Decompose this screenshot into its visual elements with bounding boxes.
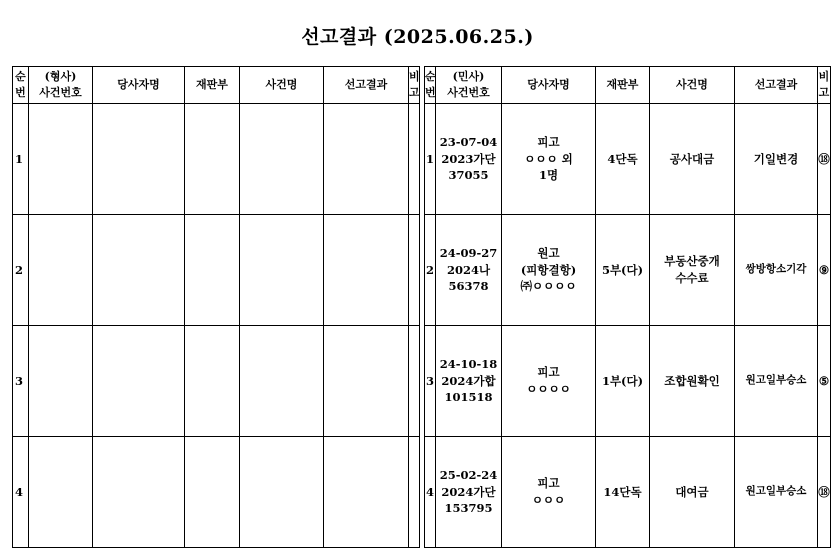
result-cell bbox=[324, 437, 409, 548]
court-cell bbox=[185, 104, 240, 215]
header-court: 재판부 bbox=[185, 67, 240, 104]
header-case-no: (형사) 사건번호 bbox=[29, 67, 93, 104]
party-cell: 피고 ㅇㅇㅇ 외 1명 bbox=[502, 104, 596, 215]
case-name-cell bbox=[240, 104, 324, 215]
case-name-cell bbox=[240, 326, 324, 437]
row-no: 3 bbox=[13, 326, 29, 437]
header-court: 재판부 bbox=[596, 67, 650, 104]
table-row bbox=[425, 215, 831, 326]
header-party: 당사자명 bbox=[93, 67, 185, 104]
case-no-cell bbox=[29, 437, 93, 548]
case-no-cell: 25-02-24 2024가단 153795 bbox=[436, 437, 502, 548]
table-header-row bbox=[425, 67, 831, 104]
header-case-no: (민사) 사건번호 bbox=[436, 67, 502, 104]
result-cell: 원고일부승소 bbox=[735, 326, 818, 437]
row-no: 4 bbox=[13, 437, 29, 548]
result-cell bbox=[324, 326, 409, 437]
result-cell: 기일변경 bbox=[735, 104, 818, 215]
result-cell bbox=[324, 104, 409, 215]
header-no: 순 번 bbox=[425, 67, 436, 104]
case-name-cell: 조합원확인 bbox=[650, 326, 735, 437]
page-title: 선고결과 (2025.06.25.) bbox=[301, 26, 534, 48]
criminal-results-table bbox=[12, 66, 420, 548]
court-cell bbox=[185, 437, 240, 548]
table-row bbox=[425, 326, 831, 437]
table-row bbox=[13, 104, 420, 215]
row-no: 4 bbox=[425, 437, 436, 548]
court-cell: 14단독 bbox=[596, 437, 650, 548]
civil-results-table bbox=[424, 66, 831, 548]
party-cell bbox=[93, 104, 185, 215]
note-cell bbox=[409, 437, 420, 548]
case-name-cell bbox=[240, 437, 324, 548]
header-no: 순 번 bbox=[13, 67, 29, 104]
table-header-row bbox=[13, 67, 420, 104]
row-no: 3 bbox=[425, 326, 436, 437]
table-row bbox=[425, 437, 831, 548]
row-no: 2 bbox=[425, 215, 436, 326]
party-cell bbox=[93, 326, 185, 437]
court-cell: 5부(다) bbox=[596, 215, 650, 326]
court-cell: 4단독 bbox=[596, 104, 650, 215]
result-cell: 원고일부승소 bbox=[735, 437, 818, 548]
table-row bbox=[425, 104, 831, 215]
table-row bbox=[13, 326, 420, 437]
note-cell: ⑱ bbox=[818, 437, 831, 548]
header-party: 당사자명 bbox=[502, 67, 596, 104]
note-cell bbox=[409, 104, 420, 215]
header-result: 선고결과 bbox=[735, 67, 818, 104]
party-cell: 피고 ㅇㅇㅇ bbox=[502, 437, 596, 548]
case-no-cell bbox=[29, 215, 93, 326]
note-cell bbox=[409, 326, 420, 437]
header-note: 비 고 bbox=[409, 67, 420, 104]
row-no: 2 bbox=[13, 215, 29, 326]
note-cell: ⑨ bbox=[818, 215, 831, 326]
header-case-name: 사건명 bbox=[650, 67, 735, 104]
result-cell bbox=[324, 215, 409, 326]
row-no: 1 bbox=[425, 104, 436, 215]
party-cell: 피고 ㅇㅇㅇㅇ bbox=[502, 326, 596, 437]
header-note: 비 고 bbox=[818, 67, 831, 104]
result-cell: 쌍방항소기각 bbox=[735, 215, 818, 326]
case-name-cell: 공사대금 bbox=[650, 104, 735, 215]
party-cell bbox=[93, 215, 185, 326]
note-cell bbox=[409, 215, 420, 326]
court-cell bbox=[185, 326, 240, 437]
case-no-cell: 24-10-18 2024가합 101518 bbox=[436, 326, 502, 437]
header-result: 선고결과 bbox=[324, 67, 409, 104]
case-name-cell: 대여금 bbox=[650, 437, 735, 548]
court-cell: 1부(다) bbox=[596, 326, 650, 437]
case-no-cell bbox=[29, 326, 93, 437]
case-name-cell bbox=[240, 215, 324, 326]
note-cell: ⑤ bbox=[818, 326, 831, 437]
case-name-cell: 부동산중개 수수료 bbox=[650, 215, 735, 326]
court-cell bbox=[185, 215, 240, 326]
case-no-cell bbox=[29, 104, 93, 215]
case-no-cell: 23-07-04 2023가단 37055 bbox=[436, 104, 502, 215]
table-row bbox=[13, 215, 420, 326]
header-case-name: 사건명 bbox=[240, 67, 324, 104]
table-row bbox=[13, 437, 420, 548]
party-cell bbox=[93, 437, 185, 548]
party-cell: 원고 (피항결항) ㈜ㅇㅇㅇㅇ bbox=[502, 215, 596, 326]
row-no: 1 bbox=[13, 104, 29, 215]
note-cell: ⑱ bbox=[818, 104, 831, 215]
case-no-cell: 24-09-27 2024나 56378 bbox=[436, 215, 502, 326]
